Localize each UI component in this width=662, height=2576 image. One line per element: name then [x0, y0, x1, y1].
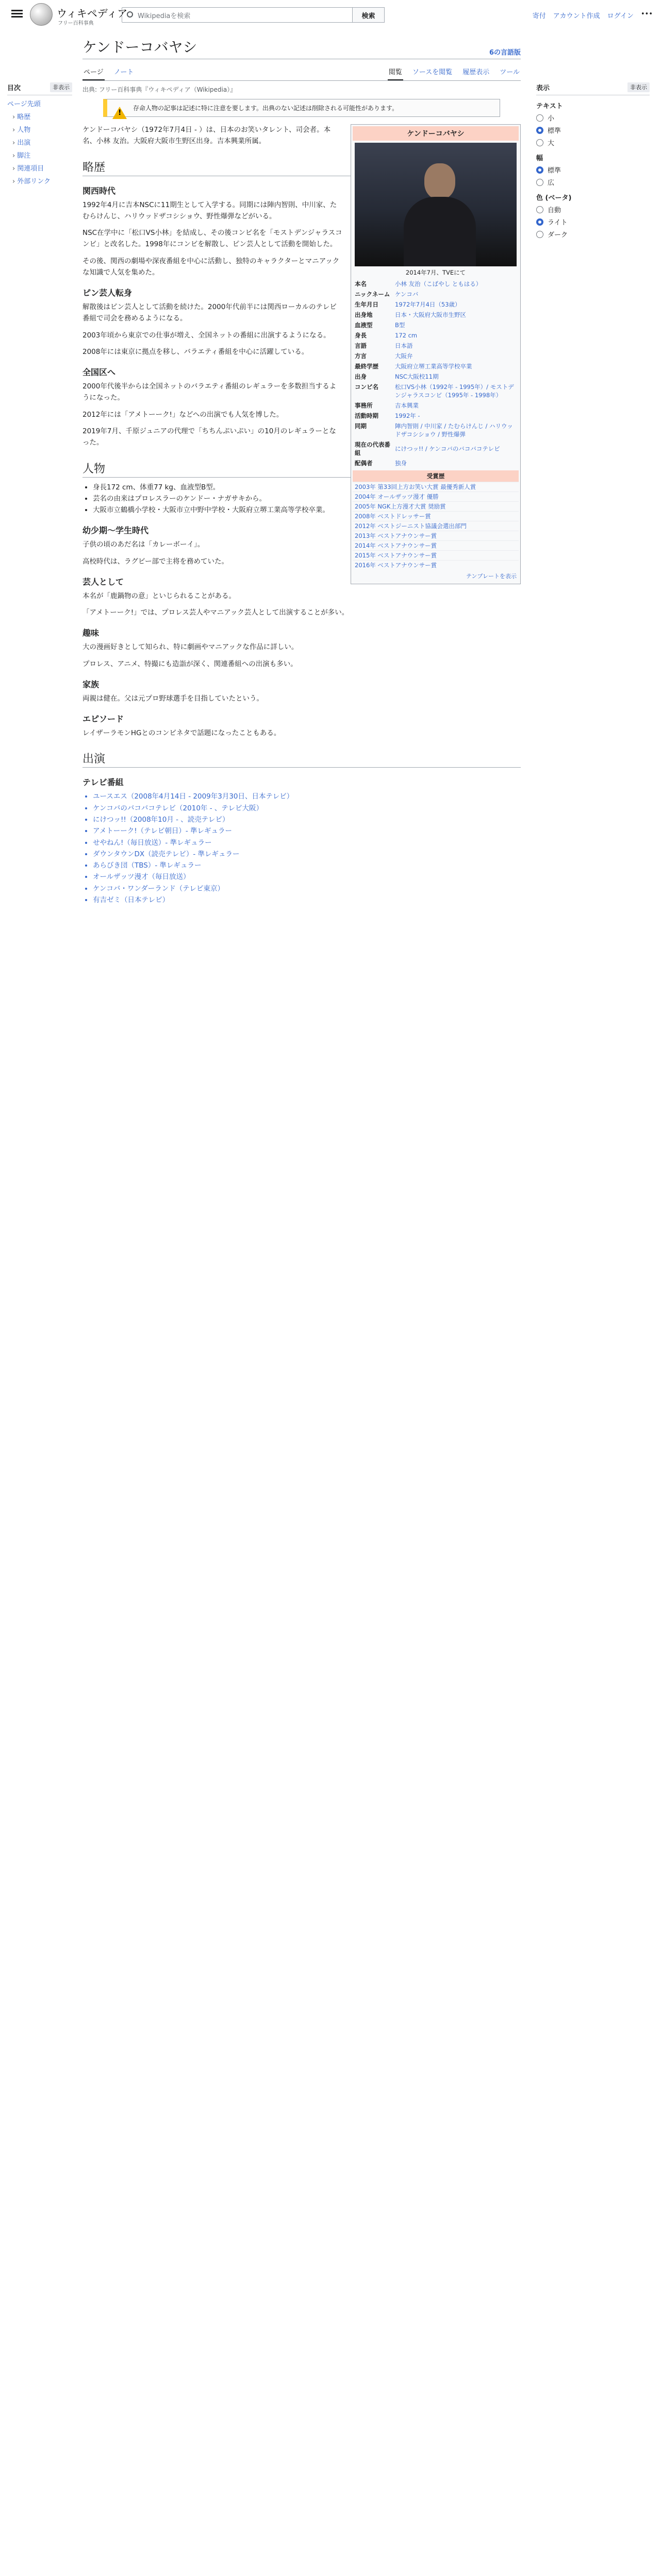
infobox-label: 本名 [355, 280, 367, 287]
awards-heading: 受賞歴 [353, 470, 519, 482]
list-item[interactable]: • せやねん!（毎日放送）- 準レギュラー [93, 837, 521, 849]
donate-link[interactable]: 寄付 [532, 12, 546, 20]
subsection-heading: エピソード [82, 714, 124, 724]
toc-item[interactable]: › 関連項目 [12, 163, 72, 173]
infobox-row [353, 279, 519, 289]
infobox-label: 身長 [355, 332, 367, 339]
list-item[interactable]: • にけつッ!!（2008年10月 - 、読売テレビ） [93, 814, 521, 825]
living-person-notice [103, 99, 500, 117]
list-item: • 身長172 cm、体重77 kg、血液型B型。 [93, 482, 521, 493]
paragraph: 2012年には「アメトーーク!」などへの出演でも人気を博した。 [82, 410, 284, 419]
width-label: 幅 [536, 155, 543, 162]
list-item[interactable]: • ダウンタウンDX（読売テレビ）- 準レギュラー [93, 849, 521, 860]
option-label: ダーク [548, 231, 568, 239]
subsection-heading: 芸人として [82, 577, 124, 587]
infobox-row [353, 371, 519, 382]
infobox-row [353, 299, 519, 310]
list-item[interactable]: • アメトーーク!（テレビ朝日）- 準レギュラー [93, 825, 521, 837]
width-standard[interactable] [536, 165, 650, 175]
paragraph: レイザーラモンHGとのコンビネタで話題になったこともある。 [82, 729, 281, 738]
appearance-header [536, 82, 650, 95]
award-item[interactable]: 2013年 ベストアナウンサー賞 [353, 531, 519, 540]
infobox-value[interactable]: 松口VS小林（1992年 - 1995年）/ モストデンジャラスコンビ（1995年 - 1998年） [395, 383, 514, 399]
option-label: 広 [548, 179, 555, 187]
tab-page[interactable]: ページ [82, 64, 105, 80]
search-button[interactable]: 検索 [353, 7, 385, 23]
lead-paragraph: ケンドーコバヤシ（1972年7月4日 - ）は、日本のお笑いタレント、司会者。本名、小林 友治。大阪府大阪市生野区出身。吉本興業所属。 [82, 126, 331, 146]
infobox-row [353, 310, 519, 320]
template-link[interactable] [353, 570, 519, 582]
infobox-value[interactable]: 日本・大阪府大阪市生野区 [395, 311, 466, 318]
option-label: 大 [548, 140, 555, 147]
subsection-heading: 趣味 [82, 628, 100, 638]
award-item[interactable]: 2003年 第33回上方お笑い大賞 最優秀新人賞 [353, 482, 519, 492]
paragraph: その後、関西の劇場や深夜番組を中心に活動し、独特のキャラクターとマニアックな知識で人気を集めた。 [82, 257, 340, 277]
radio-icon[interactable] [536, 231, 543, 238]
main-menu-icon[interactable] [11, 8, 23, 20]
text-size-large[interactable] [536, 138, 650, 147]
infobox-value[interactable]: ケンコバ [395, 291, 419, 298]
text-size-standard[interactable] [536, 125, 650, 135]
radio-icon[interactable] [536, 139, 543, 146]
list-item[interactable]: • 有吉ゼミ（日本テレビ） [93, 894, 521, 906]
award-item[interactable]: 2012年 ベストジーニスト協議会選出部門 [353, 521, 519, 531]
radio-icon[interactable] [536, 114, 543, 122]
list-item[interactable]: • ケンコバ・ワンダーランド（テレビ東京） [93, 883, 521, 894]
infobox-value[interactable]: NSC大阪校11期 [395, 373, 439, 380]
infobox-row [353, 411, 519, 421]
color-dark[interactable] [536, 229, 650, 239]
site-name[interactable]: ウィキペディア [57, 7, 128, 20]
subsection-heading: 全国区へ [82, 367, 116, 378]
tab-talk[interactable]: ノート [113, 69, 134, 76]
appearance-title: 表示 [536, 84, 550, 92]
infobox-value[interactable]: 大阪弁 [395, 352, 413, 360]
wikipedia-logo-icon[interactable] [30, 3, 53, 26]
paragraph: 1992年4月に吉本NSCに11期生として入学する。同期には陣内智則、中川家、たむらけんじ、ハリウッドザコシショウ、野性爆弾などがいる。 [82, 200, 337, 221]
toc-title: 目次 [7, 84, 21, 92]
infobox-row [353, 421, 519, 439]
photo-head [424, 163, 455, 199]
radio-selected-icon[interactable] [536, 218, 543, 226]
list-item[interactable]: • あらびき団（TBS）- 準レギュラー [93, 860, 521, 871]
toc-item[interactable]: › 出演 [12, 137, 72, 147]
award-item[interactable]: 2005年 NGK上方漫才大賞 奨励賞 [353, 501, 519, 511]
appearance-sidebar [536, 82, 650, 242]
paragraph: 2019年7月、千原ジュニアの代理で「ちちんぷいぷい」の10月のレギュラーとなった。 [82, 427, 336, 447]
toc-item-top[interactable]: ページ先頭 [7, 100, 41, 108]
site-tagline: フリー百科事典 [58, 21, 94, 26]
infobox-label: 出身地 [355, 311, 373, 318]
award-item[interactable]: 2014年 ベストアナウンサー賞 [353, 540, 519, 550]
notice-text: 存命人物の記事は記述に特に注意を要します。出典のない記述は削除される可能性があります。 [133, 105, 399, 112]
radio-selected-icon[interactable] [536, 166, 543, 174]
infobox-value[interactable]: 1972年7月4日（53歳） [395, 301, 461, 308]
color-auto[interactable] [536, 205, 650, 214]
award-item[interactable]: 2016年 ベストアナウンサー賞 [353, 560, 519, 570]
search-form [122, 7, 385, 23]
subsection-heading: 家族 [82, 679, 100, 689]
infobox-label: 現在の代表番組 [355, 441, 390, 456]
toc-sidebar [0, 82, 72, 189]
section-heading: 出演 [82, 750, 521, 768]
infobox-row [353, 361, 519, 371]
infobox-value[interactable]: 172 cm [395, 332, 418, 339]
appearance-hide-button[interactable]: 非表示 [627, 82, 650, 92]
infobox-label: 生年月日 [355, 301, 378, 308]
radio-icon[interactable] [536, 206, 543, 213]
infobox [351, 124, 521, 584]
option-label: 標準 [548, 167, 561, 175]
infobox-label: 出身 [355, 373, 367, 380]
paragraph: 2000年代後半からは全国ネットのバラエティ番組のレギュラーを多数担当するようになった。 [82, 382, 337, 402]
paragraph: 2008年には東京に拠点を移し、バラエティ番組を中心に活躍している。 [82, 347, 309, 356]
toc-item[interactable]: › 人物 [12, 124, 72, 134]
paragraph: 本名が「鹿鍋物の意」といじられることがある。 [82, 591, 236, 600]
infobox-label: ニックネーム [355, 291, 390, 298]
tab-read[interactable]: 閲覧 [388, 64, 403, 80]
template-link-text[interactable]: テンプレートを表示 [466, 573, 517, 580]
language-button[interactable]: 6の言語版 [489, 49, 521, 57]
infobox-value[interactable]: 陣内智則 / 中川家 / たむらけんじ / ハリウッドザコシショウ / 野性爆弾 [395, 422, 513, 438]
infobox-label: 配偶者 [355, 460, 373, 467]
subsection-heading: ピン芸人転身 [82, 288, 133, 298]
text-size-small[interactable] [536, 113, 650, 123]
infobox-label: コンビ名 [355, 383, 378, 391]
color-label: 色 (ベータ) [536, 194, 572, 202]
color-light[interactable] [536, 217, 650, 227]
list-item[interactable]: • ユースエス（2008年4月14日 - 2009年3月30日、日本テレビ） [93, 791, 521, 802]
infobox-value[interactable]: 1992年 - [395, 412, 420, 419]
photo-body [404, 197, 476, 266]
title-row [82, 36, 521, 59]
infobox-label: 方言 [355, 352, 367, 360]
paragraph: NSC在学中に「松口VS小林」を結成し、その後コンビ名を「モストデンジャラスコンビ」と改名した。1998年にコンビを解散し、ピン芸人として活動を開始した。 [82, 229, 342, 249]
toc-hide-button[interactable]: 非表示 [50, 82, 72, 92]
program-list [93, 791, 521, 906]
infobox-label: 言語 [355, 342, 367, 349]
infobox-row [353, 382, 519, 400]
infobox-row [353, 400, 519, 411]
subsection-heading: 幼少期～学生時代 [82, 526, 149, 536]
awards-list [353, 482, 519, 570]
option-label: 自動 [548, 207, 561, 214]
page-tabs [82, 64, 521, 81]
paragraph: 「アメトーーク!」では、プロレス芸人やマニアック芸人として出演することが多い。 [82, 608, 349, 617]
list-item: • 大阪市立鶴橋小学校・大阪市立中野中学校・大阪府立堺工業高等学校卒業。 [93, 504, 521, 516]
infobox-label: 活動時期 [355, 412, 378, 419]
infobox-label: 事務所 [355, 402, 373, 409]
section-heading: 人物 [82, 460, 521, 478]
infobox-row [353, 341, 519, 351]
paragraph: 2003年頃から東京での仕事が増え、全国ネットの番組に出演するようになる。 [82, 331, 330, 340]
list-item[interactable]: • オールザッツ漫才（毎日放送） [93, 871, 521, 883]
paragraph: 大の漫画好きとして知られ、特に劇画やマニアックな作品に詳しい。 [82, 643, 299, 652]
infobox-row [353, 330, 519, 341]
toc-item[interactable]: › 略歴 [12, 111, 72, 121]
infobox-value[interactable]: B型 [395, 321, 405, 329]
award-item[interactable]: 2015年 ベストアナウンサー賞 [353, 550, 519, 560]
search-placeholder: Wikipediaを検索 [138, 12, 191, 20]
paragraph: 高校時代は、ラグビー部で主将を務めていた。 [82, 557, 228, 566]
toc-item[interactable]: › 外部リンク [12, 176, 72, 185]
toc-item[interactable]: › 脚注 [12, 150, 72, 160]
infobox-title: ケンドーコバヤシ [353, 126, 519, 141]
subsection-heading: 関西時代 [82, 185, 116, 196]
source-note: 出典: フリー百科事典『ウィキペディア（Wikipedia）』 [82, 86, 237, 93]
infobox-value[interactable]: 小林 友治（こばやし ともはる） [395, 280, 482, 287]
article-body [82, 99, 521, 911]
award-item[interactable]: 2008年 ベストドレッサー賞 [353, 511, 519, 521]
infobox-value[interactable]: 吉本興業 [395, 402, 419, 409]
subsection-heading: テレビ番組 [82, 777, 124, 788]
toc-header [7, 82, 72, 95]
tab-history[interactable]: 履歴表示 [462, 69, 490, 76]
paragraph: 解散後はピン芸人として活動を続けた。2000年代前半には関西ローカルのテレビ番組で司会を務めるようになる。 [82, 303, 337, 323]
infobox-row [353, 351, 519, 361]
page-title: ケンドーコバヤシ [82, 39, 197, 56]
infobox-label: 血液型 [355, 321, 373, 329]
login-link[interactable]: ログイン [607, 12, 634, 20]
more-options-icon[interactable]: ••• [640, 10, 653, 18]
warning-icon [112, 107, 127, 119]
text-size-label: テキスト [536, 103, 563, 110]
top-header [0, 0, 662, 29]
tab-tools[interactable]: ツール [500, 69, 520, 76]
option-label: 標準 [548, 127, 561, 135]
section-heading: 略歴 [82, 159, 521, 176]
infobox-value[interactable]: 大阪府立堺工業高等学校卒業 [395, 363, 472, 370]
paragraph: プロレス、アニメ、特撮にも造詣が深く、関連番組への出演も多い。 [82, 659, 297, 668]
user-links [533, 10, 653, 20]
option-label: ライト [548, 219, 568, 227]
infobox-value[interactable]: 日本語 [395, 342, 413, 349]
list-item[interactable]: • ケンコバのバコバコテレビ（2010年 - 、テレビ大阪） [93, 803, 521, 814]
infobox-caption: 2014年7月、TVEにて [405, 269, 466, 276]
infobox-photo[interactable] [355, 143, 517, 266]
infobox-row [353, 289, 519, 299]
infobox-table [353, 279, 519, 468]
infobox-value[interactable]: にけつッ!! / ケンコバのバコバコテレビ [395, 445, 500, 452]
paragraph: 両親は健在。父は元プロ野球選手を目指していたという。 [82, 694, 263, 703]
tab-view-source[interactable]: ソースを閲覧 [412, 69, 453, 76]
create-account-link[interactable]: アカウント作成 [553, 12, 600, 20]
search-input[interactable] [122, 7, 353, 23]
radio-icon[interactable] [536, 179, 543, 186]
infobox-row [353, 439, 519, 458]
search-icon [127, 11, 133, 18]
infobox-row [353, 320, 519, 330]
option-label: 小 [548, 115, 555, 123]
main-content [82, 36, 521, 911]
infobox-label: 最終学歴 [355, 363, 378, 370]
infobox-value[interactable]: 独身 [395, 460, 407, 467]
list-item: • 芸名の由来はプロレスラーのケンドー・ナガサキから。 [93, 493, 521, 504]
width-wide[interactable] [536, 177, 650, 187]
infobox-row [353, 458, 519, 468]
radio-selected-icon[interactable] [536, 127, 543, 134]
infobox-label: 同期 [355, 422, 367, 430]
award-item[interactable]: 2004年 オールザッツ漫才 優勝 [353, 492, 519, 501]
paragraph: 子供の頃のあだ名は「カレーボーイ」。 [82, 540, 205, 549]
